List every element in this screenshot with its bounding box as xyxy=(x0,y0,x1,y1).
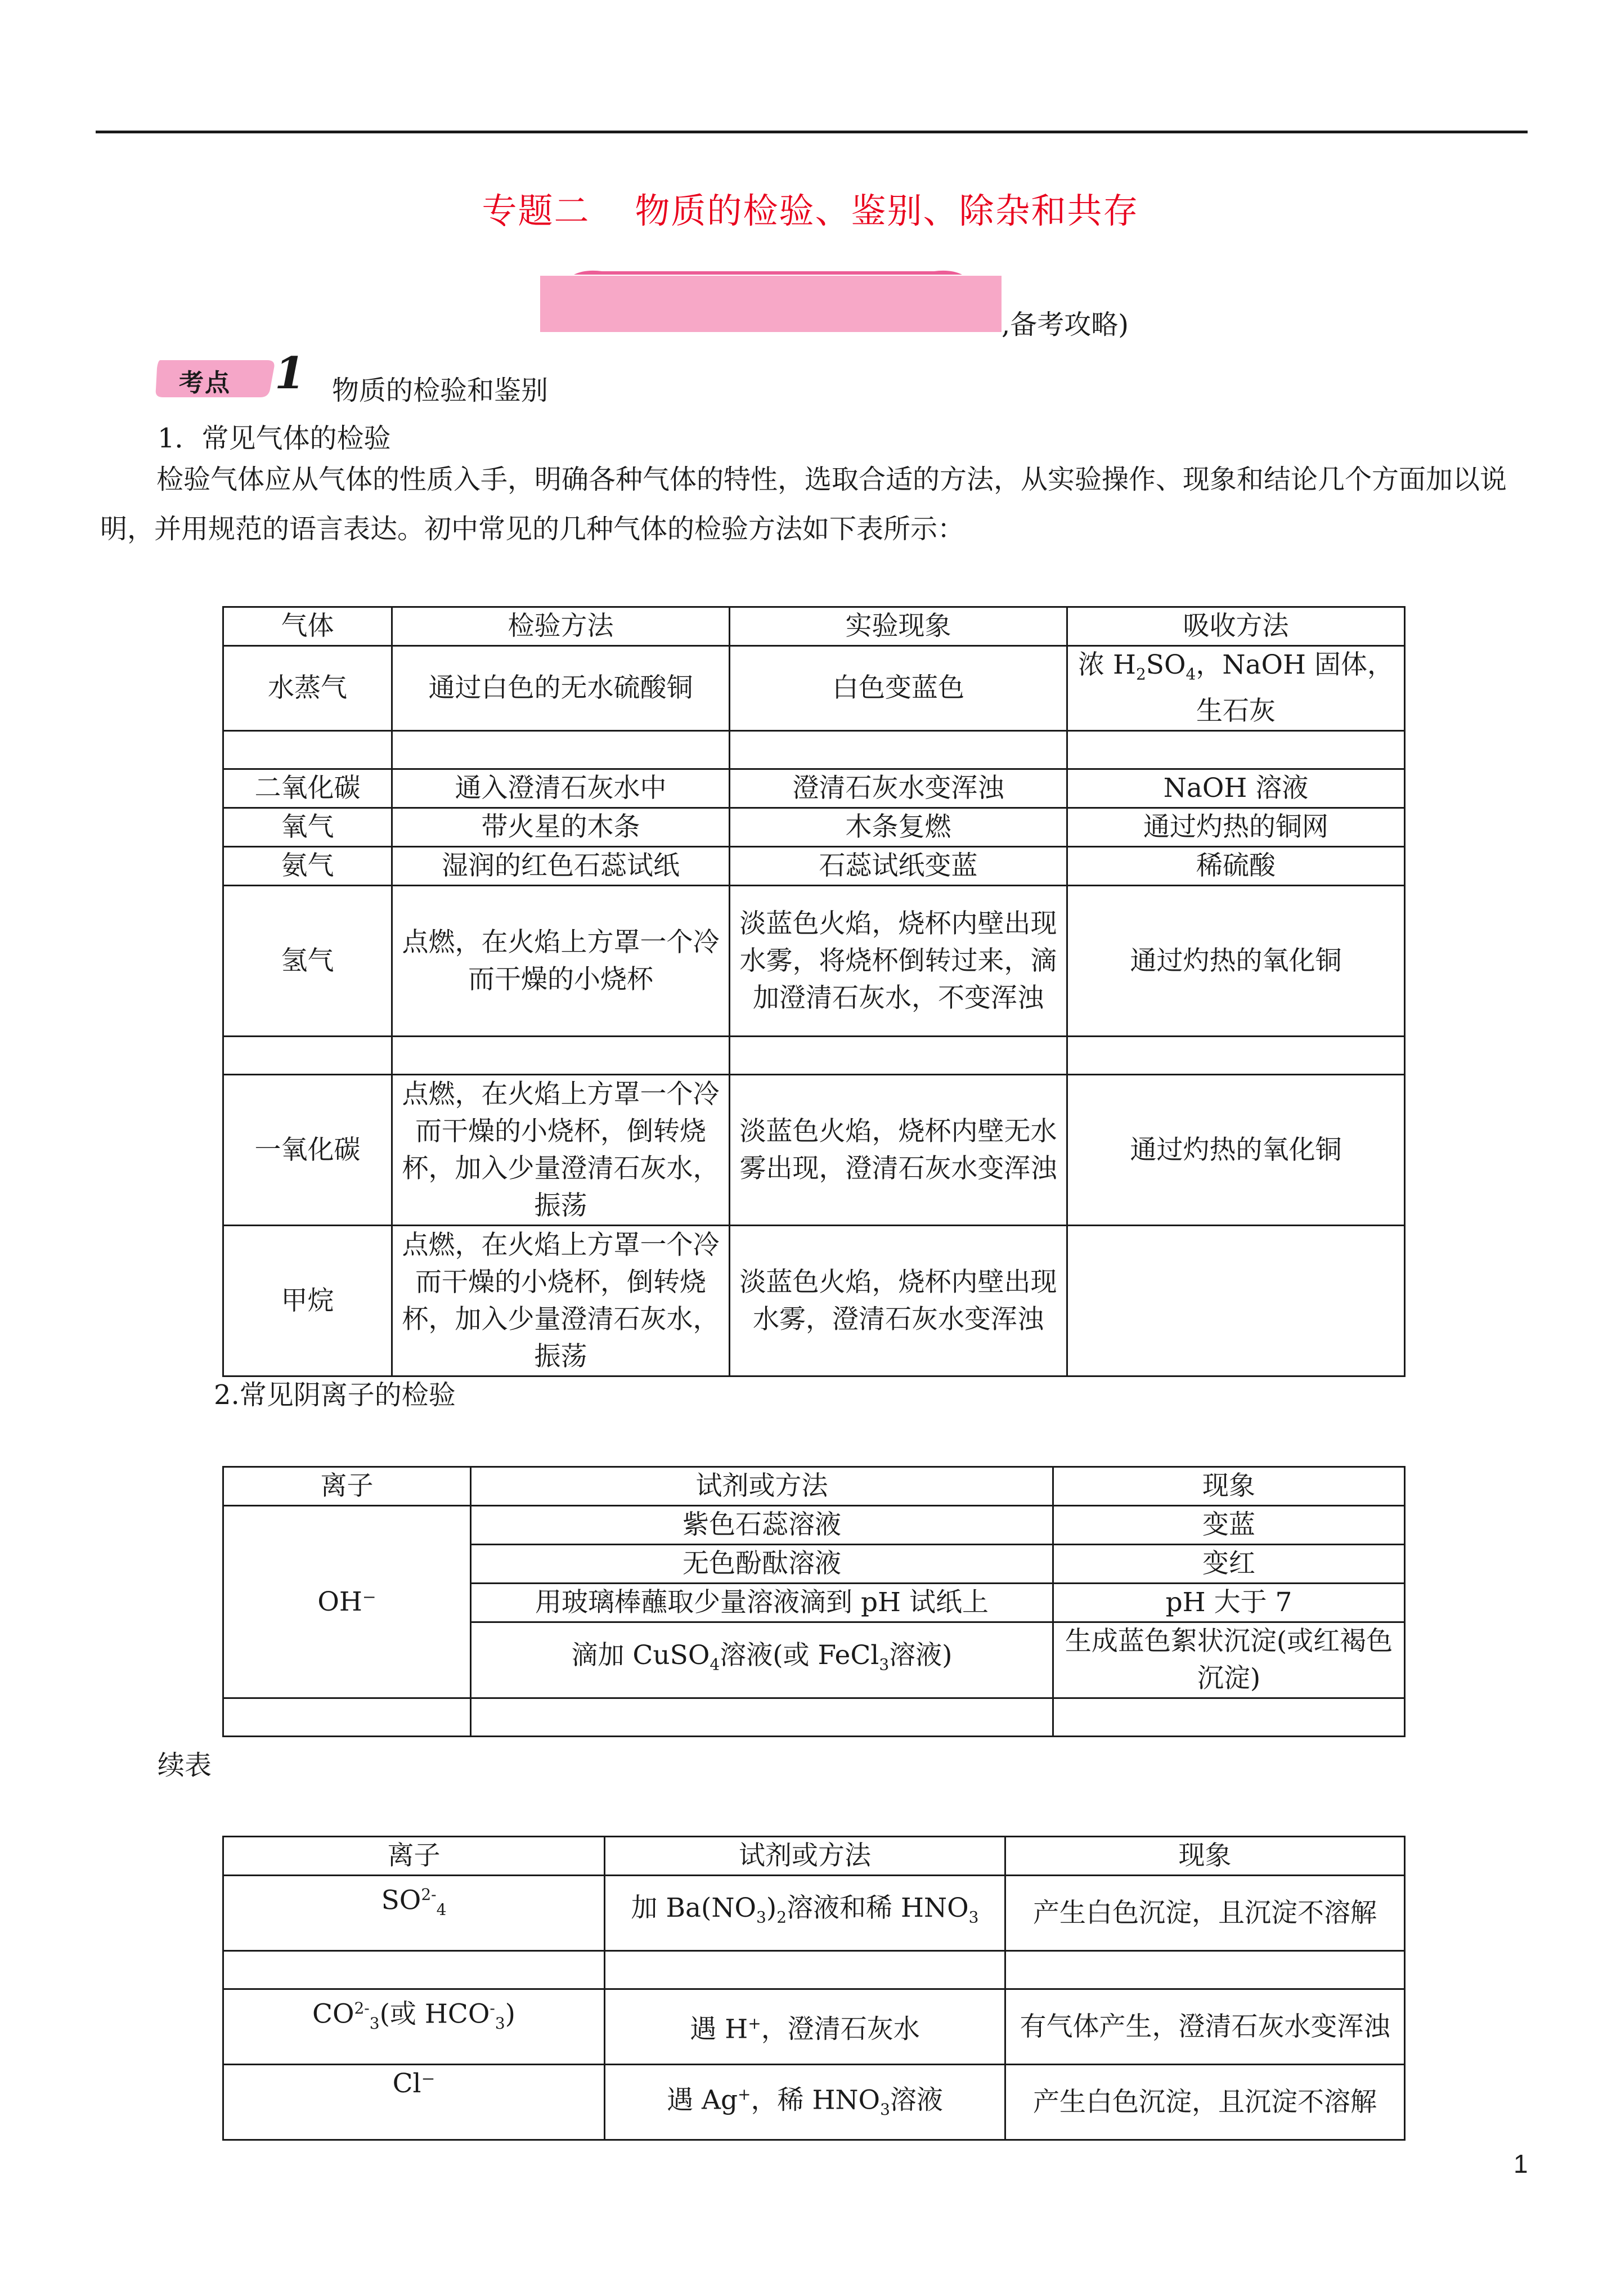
page-number: 1 xyxy=(1514,2149,1528,2178)
ion-cell: $CO^{2-}_3$(或 $HCO^-_3$) xyxy=(223,1989,605,2065)
phenomenon-cell: pH 大于 7 xyxy=(1053,1584,1405,1622)
empty-cell xyxy=(223,1698,471,1737)
table-row xyxy=(223,1506,1405,1545)
absorb-cell xyxy=(1067,731,1405,769)
absorb-cell: NaOH 溶液 xyxy=(1067,769,1405,808)
header-cell: 检验方法 xyxy=(392,607,730,646)
method-cell: 通过白色的无水硫酸铜 xyxy=(392,646,730,731)
anion-table-2 xyxy=(222,1836,1406,2141)
header-rule xyxy=(96,131,1528,133)
phenomenon-cell: 淡蓝色火焰，烧杯内壁出现水雾，澄清石灰水变浑浊 xyxy=(730,1226,1067,1376)
method-cell: 滴加 CuSO$_4$溶液(或 FeCl$_3$溶液) xyxy=(471,1622,1053,1698)
method-cell: 紫色石蕊溶液 xyxy=(471,1506,1053,1545)
anion-table-1 xyxy=(222,1466,1406,1737)
header-cell: 吸收方法 xyxy=(1067,607,1405,646)
phenomenon-cell: 产生白色沉淀，且沉淀不溶解 xyxy=(1005,2065,1405,2140)
ion-cell: Cl⁻ xyxy=(223,2065,605,2140)
table-header-row xyxy=(223,607,1405,646)
absorb-cell: 通过灼热的氧化铜 xyxy=(1067,1075,1405,1226)
phenomenon-cell: 生成蓝色絮状沉淀(或红褐色沉淀) xyxy=(1053,1622,1405,1698)
phenomenon-cell: 变蓝 xyxy=(1053,1506,1405,1545)
gas-cell: 甲烷 xyxy=(223,1226,392,1376)
ion-cell: OH⁻ xyxy=(223,1506,471,1698)
absorb-cell: 通过灼热的铜网 xyxy=(1067,808,1405,847)
ion-cell xyxy=(223,1951,605,1989)
method-cell: 带火星的木条 xyxy=(392,808,730,847)
table-row xyxy=(223,847,1405,886)
empty-cell xyxy=(1053,1698,1405,1737)
phenomenon-cell: 木条复燃 xyxy=(730,808,1067,847)
gas-cell: 水蒸气 xyxy=(223,646,392,731)
table-row xyxy=(223,1226,1405,1376)
kaodian-number: 1 xyxy=(275,348,306,399)
header-cell: 离子 xyxy=(223,1837,605,1876)
table-row xyxy=(223,646,1405,731)
absorb-cell xyxy=(1067,1037,1405,1075)
kaodian-label: 考点 xyxy=(179,369,231,397)
absorb-cell xyxy=(1067,1226,1405,1376)
table-header-row xyxy=(223,1837,1405,1876)
table-row xyxy=(223,808,1405,847)
method-cell: 遇 H+，澄清石灰水 xyxy=(605,1989,1005,2065)
method-cell: 用玻璃棒蘸取少量溶液滴到 pH 试纸上 xyxy=(471,1584,1053,1622)
header-cell: 离子 xyxy=(223,1467,471,1506)
method-cell xyxy=(392,731,730,769)
table-row xyxy=(223,1876,1405,1951)
phenomenon-cell: 白色变蓝色 xyxy=(730,646,1067,731)
table-row xyxy=(223,731,1405,769)
table-row xyxy=(223,1037,1405,1075)
ion-cell: $SO^{2-}_4$ xyxy=(223,1876,605,1951)
continued-label: 续表 xyxy=(158,1750,212,1781)
phenomenon-cell xyxy=(1005,1951,1405,1989)
header-cell: 试剂或方法 xyxy=(605,1837,1005,1876)
header-cell: 试剂或方法 xyxy=(471,1467,1053,1506)
table-row xyxy=(223,2065,1405,2140)
header-cell: 实验现象 xyxy=(730,607,1067,646)
phenomenon-cell: 石蕊试纸变蓝 xyxy=(730,847,1067,886)
table-row xyxy=(223,769,1405,808)
table-row xyxy=(223,886,1405,1037)
method-cell: 遇 Ag+，稀 $HNO_3$溶液 xyxy=(605,2065,1005,2140)
header-cell: 现象 xyxy=(1005,1837,1405,1876)
phenomenon-cell xyxy=(730,731,1067,769)
method-cell: 无色酚酞溶液 xyxy=(471,1545,1053,1584)
table-row xyxy=(223,1075,1405,1226)
banner-decoration xyxy=(540,269,1002,332)
kaodian-title: 物质的检验和鉴别 xyxy=(332,375,549,406)
gas-cell: 二氧化碳 xyxy=(223,769,392,808)
page-title: 专题二 物质的检验、鉴别、除杂和共存 xyxy=(482,190,1139,231)
method-cell: 通入澄清石灰水中 xyxy=(392,769,730,808)
gas-table xyxy=(222,606,1406,1377)
method-cell: 加 $Ba(NO_3)_2$溶液和稀 $HNO_3$ xyxy=(605,1876,1005,1951)
phenomenon-cell: 产生白色沉淀，且沉淀不溶解 xyxy=(1005,1876,1405,1951)
section1-paragraph: 检验气体应从气体的性质入手，明确各种气体的特性，选取合适的方法，从实验操作、现象和结论几个方面加以说明，并用规范的语言表达。初中常见的几种气体的检验方法如下表所示： xyxy=(100,464,1507,545)
method-cell: 点燃，在火焰上方罩一个冷而干燥的小烧杯 xyxy=(392,886,730,1037)
gas-cell: 一氧化碳 xyxy=(223,1075,392,1226)
gas-cell: 氨气 xyxy=(223,847,392,886)
banner-caption: ,备考攻略) xyxy=(1002,309,1129,340)
gas-cell xyxy=(223,731,392,769)
header-cell: 气体 xyxy=(223,607,392,646)
method-cell: 点燃，在火焰上方罩一个冷而干燥的小烧杯，倒转烧杯，加入少量澄清石灰水，振荡 xyxy=(392,1226,730,1376)
absorb-cell: 通过灼热的氧化铜 xyxy=(1067,886,1405,1037)
phenomenon-cell: 淡蓝色火焰，烧杯内壁出现水雾，将烧杯倒转过来，滴加澄清石灰水，不变浑浊 xyxy=(730,886,1067,1037)
method-cell xyxy=(605,1951,1005,1989)
gas-cell: 氧气 xyxy=(223,808,392,847)
phenomenon-cell: 有气体产生，澄清石灰水变浑浊 xyxy=(1005,1989,1405,2065)
absorb-cell: 浓 $H_2SO_4$，NaOH 固体，生石灰 xyxy=(1067,646,1405,731)
phenomenon-cell xyxy=(730,1037,1067,1075)
method-cell xyxy=(392,1037,730,1075)
phenomenon-cell: 澄清石灰水变浑浊 xyxy=(730,769,1067,808)
gas-cell: 氢气 xyxy=(223,886,392,1037)
header-cell: 现象 xyxy=(1053,1467,1405,1506)
section1-heading: 1．常见气体的检验 xyxy=(158,423,391,454)
empty-cell xyxy=(471,1698,1053,1737)
section2-heading: 2.常见阴离子的检验 xyxy=(214,1379,456,1411)
table-row xyxy=(223,1951,1405,1989)
method-cell: 湿润的红色石蕊试纸 xyxy=(392,847,730,886)
table-header-row xyxy=(223,1467,1405,1506)
phenomenon-cell: 变红 xyxy=(1053,1545,1405,1584)
gas-cell xyxy=(223,1037,392,1075)
absorb-cell: 稀硫酸 xyxy=(1067,847,1405,886)
table-row xyxy=(223,1989,1405,2065)
method-cell: 点燃，在火焰上方罩一个冷而干燥的小烧杯，倒转烧杯，加入少量澄清石灰水，振荡 xyxy=(392,1075,730,1226)
table-row xyxy=(223,1698,1405,1737)
phenomenon-cell: 淡蓝色火焰，烧杯内壁无水雾出现，澄清石灰水变浑浊 xyxy=(730,1075,1067,1226)
